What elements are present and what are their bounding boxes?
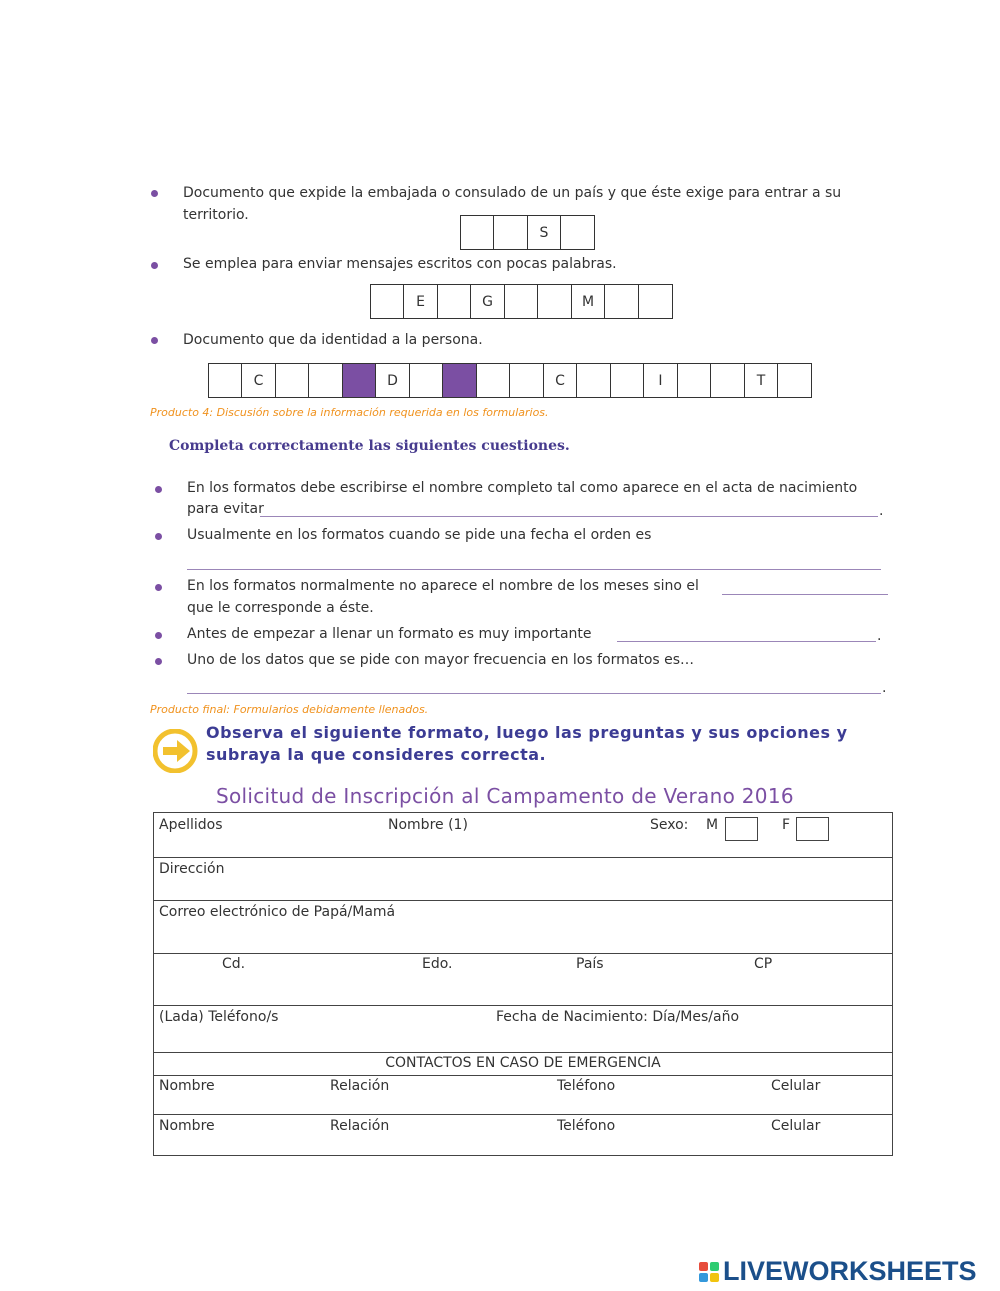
period: . <box>877 628 882 644</box>
label-contact-telefono: Teléfono <box>557 1078 616 1094</box>
answer-input-5[interactable] <box>187 671 885 693</box>
letter-input[interactable] <box>678 364 711 397</box>
empty-cell[interactable] <box>537 284 572 319</box>
completion-1-line1: En los formatos debe escribirse el nombre completo tal como aparece en el acta de nacimiento <box>187 480 858 496</box>
question-2-text: Se emplea para enviar mensajes escritos con pocas palabras. <box>183 256 617 272</box>
bullet <box>155 486 162 493</box>
letter-input[interactable] <box>505 285 538 318</box>
letter-input[interactable] <box>611 364 644 397</box>
letter-input[interactable] <box>461 216 494 249</box>
letter-input[interactable] <box>605 285 638 318</box>
letter-cell: E <box>403 284 438 319</box>
empty-cell[interactable] <box>504 284 539 319</box>
empty-cell[interactable] <box>777 363 812 398</box>
empty-cell[interactable] <box>308 363 343 398</box>
empty-cell[interactable] <box>460 215 495 250</box>
label-contact-relacion: Relación <box>330 1078 390 1094</box>
answer-input-1[interactable] <box>260 494 882 516</box>
observe-line-1: Observa el siguiente formato, luego las preguntas y sus opciones y <box>206 723 848 742</box>
letter-input[interactable] <box>538 285 571 318</box>
letter-cell: D <box>375 363 410 398</box>
bullet <box>155 658 162 665</box>
empty-cell[interactable] <box>437 284 472 319</box>
label-contact-nombre: Nombre <box>159 1118 215 1134</box>
empty-cell[interactable] <box>560 215 595 250</box>
label-contact-nombre: Nombre <box>159 1078 215 1094</box>
bullet <box>151 190 158 197</box>
observe-instruction <box>206 722 848 766</box>
letter-input[interactable] <box>494 216 527 249</box>
completion-3-line1: En los formatos normalmente no aparece el nombre de los meses sino el <box>187 578 699 594</box>
letter-input[interactable] <box>778 364 811 397</box>
completion-3-line2: que le corresponde a éste. <box>187 600 374 616</box>
label-apellidos: Apellidos <box>159 817 223 833</box>
empty-cell[interactable] <box>638 284 673 319</box>
logo-badge-square <box>699 1273 708 1282</box>
letter-input[interactable] <box>371 285 404 318</box>
logo-badge-square <box>710 1262 719 1271</box>
label-sexo: Sexo: <box>650 817 689 833</box>
bullet <box>155 533 162 540</box>
letter-input[interactable] <box>309 364 342 397</box>
observe-line-2: subraya la que consideres correcta. <box>206 745 547 764</box>
empty-cell[interactable] <box>509 363 544 398</box>
empty-cell[interactable] <box>604 284 639 319</box>
filled-cell <box>442 363 477 398</box>
product-4-caption: Producto 4: Discusión sobre la información requerida en los formularios. <box>150 406 549 419</box>
empty-cell[interactable] <box>576 363 611 398</box>
label-nombre: Nombre (1) <box>388 817 468 833</box>
empty-cell[interactable] <box>493 215 528 250</box>
answer-line-2[interactable] <box>187 569 881 570</box>
label-pais: País <box>576 956 604 972</box>
filled-cell <box>342 363 377 398</box>
product-final-caption: Producto final: Formularios debidamente llenados. <box>150 703 429 716</box>
empty-cell[interactable] <box>677 363 712 398</box>
letter-cell: M <box>571 284 606 319</box>
letter-input[interactable] <box>711 364 744 397</box>
label-sexo-f: F <box>782 817 791 833</box>
registration-form <box>153 812 893 1156</box>
bullet <box>155 632 162 639</box>
empty-cell[interactable] <box>476 363 511 398</box>
emergency-heading: CONTACTOS EN CASO DE EMERGENCIA <box>385 1055 661 1071</box>
letter-input[interactable] <box>561 216 594 249</box>
completion-2: Usualmente en los formatos cuando se pide una fecha el orden es <box>187 527 652 543</box>
arrow-right-icon <box>153 729 199 773</box>
completion-4: Antes de empezar a llenar un formato es muy importante <box>187 626 592 642</box>
empty-cell[interactable] <box>409 363 444 398</box>
label-contact-telefono: Teléfono <box>557 1118 616 1134</box>
label-contact-celular: Celular <box>771 1118 821 1134</box>
letter-input[interactable] <box>410 364 443 397</box>
logo-badge-icon <box>699 1262 719 1282</box>
letter-cell: T <box>744 363 779 398</box>
checkbox-sexo-f[interactable] <box>796 817 829 841</box>
completion-1-line2: para evitar <box>187 501 264 517</box>
question-3-text: Documento que da identidad a la persona. <box>183 332 483 348</box>
label-edo: Edo. <box>422 956 453 972</box>
empty-cell[interactable] <box>275 363 310 398</box>
bullet <box>151 337 158 344</box>
answer-input-2[interactable] <box>187 547 885 569</box>
answer-input-4[interactable] <box>617 619 880 641</box>
bullet <box>155 584 162 591</box>
question-1-line1: Documento que expide la embajada o consulado de un país y que éste exige para entrar a su <box>183 185 842 201</box>
form-title: Solicitud de Inscripción al Campamento de Verano 2016 <box>216 784 794 808</box>
empty-cell[interactable] <box>710 363 745 398</box>
label-cp: CP <box>754 956 773 972</box>
letter-cell: C <box>543 363 578 398</box>
question-1-line2: territorio. <box>183 207 249 223</box>
completion-5: Uno de los datos que se pide con mayor frecuencia en los formatos es… <box>187 652 695 668</box>
answer-line-4[interactable] <box>617 641 876 642</box>
answer-input-3[interactable] <box>722 572 892 594</box>
logo-badge-square <box>710 1273 719 1282</box>
label-contact-relacion: Relación <box>330 1118 390 1134</box>
label-contact-celular: Celular <box>771 1078 821 1094</box>
letter-input[interactable] <box>477 364 510 397</box>
period: . <box>879 503 884 519</box>
letter-cell: I <box>643 363 678 398</box>
checkbox-sexo-m[interactable] <box>725 817 758 841</box>
letter-cell: S <box>527 215 562 250</box>
answer-cells-3 <box>209 363 812 398</box>
label-cd: Cd. <box>222 956 246 972</box>
letter-input[interactable] <box>276 364 309 397</box>
letter-input[interactable] <box>438 285 471 318</box>
answer-cells-2 <box>371 284 673 319</box>
letter-cell: G <box>470 284 505 319</box>
answer-cells-1 <box>461 215 595 250</box>
label-direccion: Dirección <box>159 861 225 877</box>
answer-line-5[interactable] <box>187 693 881 694</box>
label-fecha-nacimiento: Fecha de Nacimiento: Día/Mes/año <box>496 1009 740 1025</box>
letter-input[interactable] <box>577 364 610 397</box>
answer-line-3[interactable] <box>722 594 888 595</box>
letter-input[interactable] <box>510 364 543 397</box>
bullet <box>151 262 158 269</box>
letter-cell: C <box>241 363 276 398</box>
liveworksheets-logo <box>699 1256 977 1287</box>
label-correo: Correo electrónico de Papá/Mamá <box>159 904 396 920</box>
label-sexo-m: M <box>706 817 719 833</box>
empty-cell[interactable] <box>208 363 243 398</box>
instruction-heading: Completa correctamente las siguientes cuestiones. <box>169 438 570 454</box>
logo-badge-square <box>699 1262 708 1271</box>
empty-cell[interactable] <box>370 284 405 319</box>
logo-text: LIVEWORKSHEETS <box>723 1256 977 1286</box>
label-telefono: (Lada) Teléfono/s <box>159 1009 279 1025</box>
empty-cell[interactable] <box>610 363 645 398</box>
period: . <box>882 680 887 696</box>
answer-line-1[interactable] <box>260 516 878 517</box>
letter-input[interactable] <box>639 285 672 318</box>
letter-input[interactable] <box>209 364 242 397</box>
